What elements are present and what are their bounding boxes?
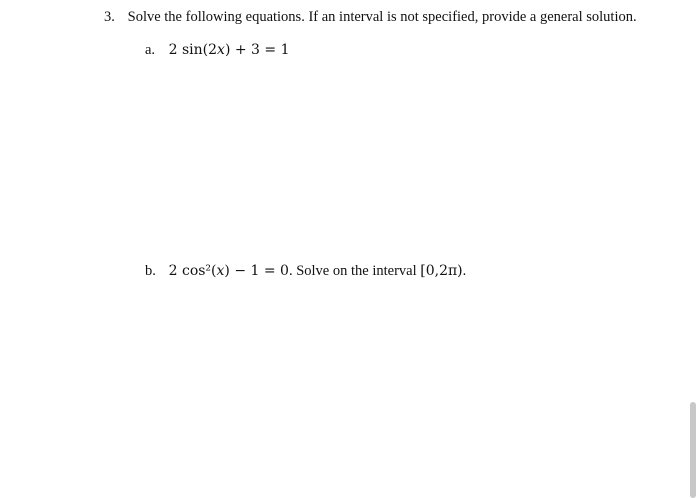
part-a-eq-var: x (217, 42, 225, 58)
part-b-eq-var: x (216, 263, 225, 279)
part-b-instruction: . Solve on the interval (288, 263, 421, 279)
part-b-eq-coef: 2 cos²( (168, 263, 217, 279)
part-b-eq-rest: ) − 1 = 0 (224, 263, 289, 279)
part-b-label: b. (145, 263, 156, 279)
question-3 (104, 8, 637, 26)
part-b-equation (169, 263, 289, 279)
part-a-eq-rest: ) + 3 = 1 (224, 42, 290, 58)
part-b-interval: [0,2π) (420, 263, 463, 279)
part-a-label: a. (145, 42, 156, 58)
part-b (145, 262, 466, 280)
part-b-period: . (462, 263, 467, 279)
vertical-scrollbar[interactable] (688, 0, 700, 498)
part-a (145, 41, 289, 59)
scrollbar-thumb[interactable] (690, 402, 696, 498)
part-a-equation (169, 42, 290, 58)
part-a-eq-coef: 2 sin(2 (168, 42, 218, 58)
question-number: 3. (104, 9, 115, 25)
question-prompt: Solve the following equations. If an interval is not specified, provide a general solution. (127, 9, 637, 25)
